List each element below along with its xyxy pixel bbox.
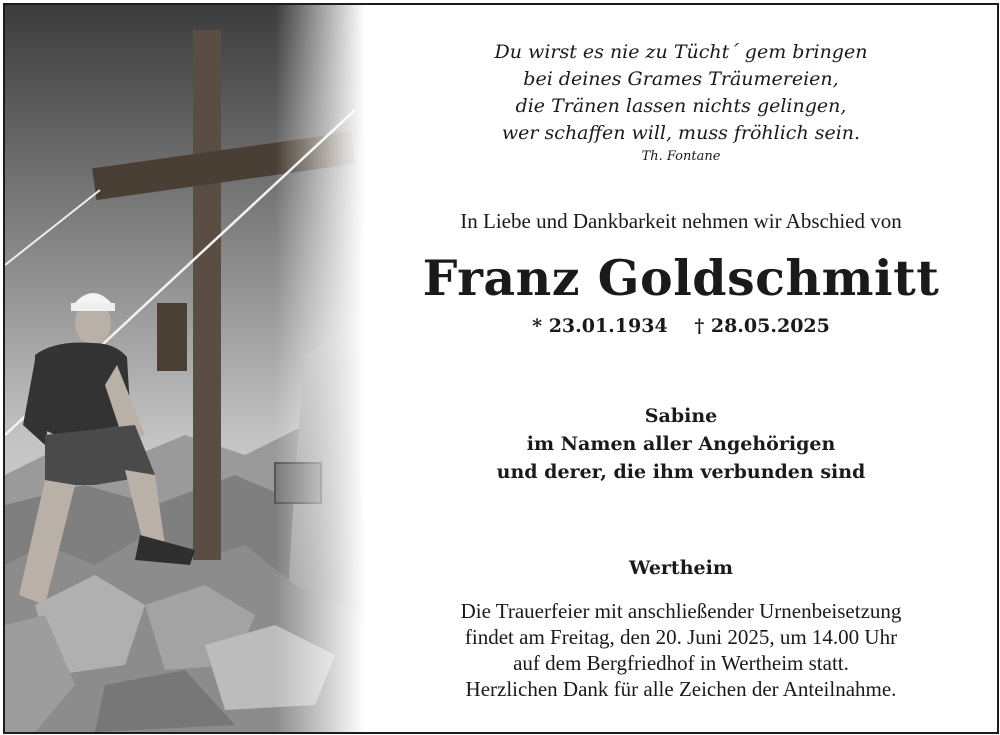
poem-line: bei deines Grames Träumereien, (523, 68, 839, 90)
summit-cross-photo (5, 5, 365, 732)
poem-line: wer schaffen will, muss fröhlich sein. (501, 122, 861, 144)
poem-line: die Tränen lassen nichts gelingen, (515, 95, 847, 117)
poem (365, 39, 997, 147)
deceased-name: Franz Goldschmitt (422, 249, 940, 307)
service-line: Herzlichen Dank für alle Zeichen der Anteilnahme. (465, 677, 897, 701)
text-column (365, 5, 997, 732)
poem-line: Du wirst es nie zu Tücht´ gem bringen (494, 41, 868, 63)
service-details (365, 598, 997, 702)
signer-line: im Namen aller Angehörigen (526, 433, 836, 455)
place-name: Wertheim (629, 557, 733, 579)
service-line: Die Trauerfeier mit anschließender Urnenbeisetzung (460, 599, 902, 623)
farewell-intro: In Liebe und Dankbarkeit nehmen wir Abschied von (460, 209, 902, 233)
service-line: findet am Freitag, den 20. Juni 2025, um 14.00 Uhr (464, 625, 898, 649)
signer-line: Sabine (644, 405, 718, 427)
poem-author: Th. Fontane (641, 149, 721, 164)
life-dates (365, 315, 997, 337)
signers (365, 402, 997, 486)
obituary-notice (3, 3, 999, 734)
birth-date: * 23.01.1934 (532, 315, 668, 337)
service-line: auf dem Bergfriedhof in Wertheim statt. (513, 651, 849, 675)
death-date: † 28.05.2025 (694, 315, 830, 337)
signer-line: und derer, die ihm verbunden sind (496, 461, 866, 483)
